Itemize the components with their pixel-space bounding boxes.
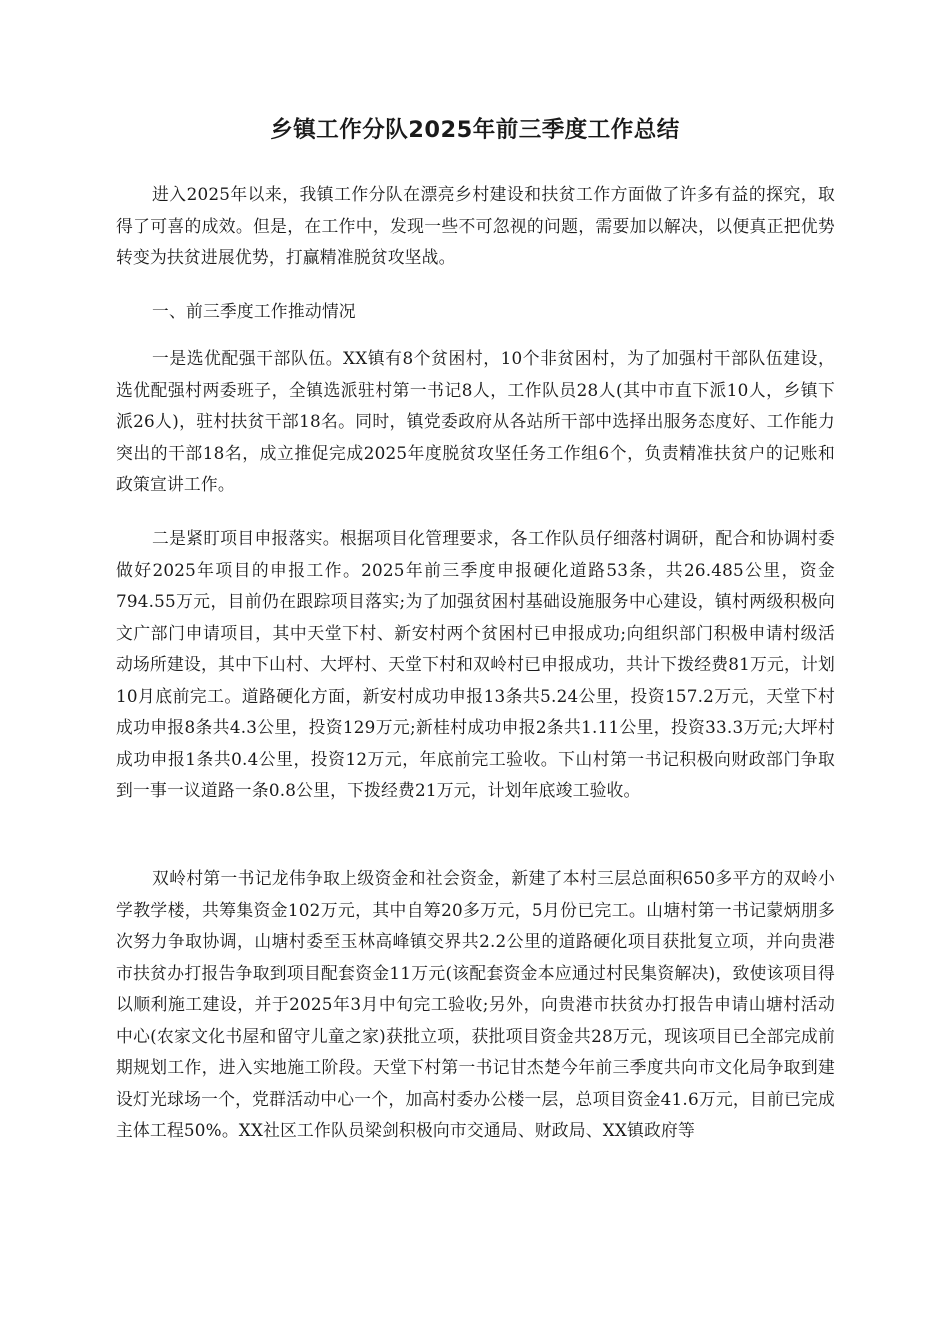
body-paragraph: 二是紧盯项目申报落实。根据项目化管理要求，各工作队员仔细落村调研，配合和协调村委做好2025年项目的申报工作。2025年前三季度申报硬化道路53条，共26.485公里，资金794.55万元，目前仍在跟踪项目落实;为了加强贫困村基础设施服务中心建设，镇村两级积极向文广部门申请项目，其中天堂下村、新安村两个贫困村已申报成功;向组织部门积极申请村级活动场所建设，其中下山村、大坪村、天堂下村和双岭村已申报成功，共计下拨经费81万元，计划10月底前完工。道路硬化方面，新安村成功申报13条共5.24公里，投资157.2万元，天堂下村成功申报8条共4.3公里，投资129万元;新桂村成功申报2条共1.11公里，投资33.3万元;大坪村成功申报1条共0.4公里，投资12万元，年底前完工验收。下山村第一书记积极向财政部门争取到一事一议道路一条0.8公里，下拨经费21万元，计划年底竣工验收。 <box>116 528 835 800</box>
body-paragraph: 一是选优配强干部队伍。XX镇有8个贫困村，10个非贫困村，为了加强村干部队伍建设，选优配强村两委班子，全镇选派驻村第一书记8人，工作队员28人(其中市直下派10人，乡镇下派26人)，驻村扶贫干部18名。同时，镇党委政府从各站所干部中选择出服务态度好、工作能力突出的干部18名，成立推促完成2025年度脱贫攻坚任务工作组6个，负责精准扶贫户的记账和政策宣讲工作。 <box>116 348 835 494</box>
body-paragraph: 双岭村第一书记龙伟争取上级资金和社会资金，新建了本村三层总面积650多平方的双岭小学教学楼，共筹集资金102万元，其中自筹20多万元，5月份已完工。山塘村第一书记蒙炳朋多次努力争取协调，山塘村委至玉林高峰镇交界共2.2公里的道路硬化项目获批复立项，并向贵港市扶贫办打报告争取到项目配套资金11万元(该配套资金本应通过村民集资解决)，致使该项目得以顺利施工建设，并于2025年3月中旬完工验收;另外，向贵港市扶贫办打报告申请山塘村活动中心(农家文化书屋和留守儿童之家)获批立项，获批项目资金共28万元，现该项目已全部完成前期规划工作，进入实地施工阶段。天堂下村第一书记甘杰楚今年前三季度共向市文化局争取到建设灯光球场一个，党群活动中心一个，加高村委办公楼一层，总项目资金41.6万元，目前已完成主体工程50%。XX社区工作队员梁剑积极向市交通局、财政局、XX镇政府等 <box>116 868 835 1140</box>
section-heading: 一、前三季度工作推动情况 <box>152 301 356 321</box>
document-title: 乡镇工作分队2025年前三季度工作总结 <box>270 117 680 143</box>
intro-paragraph: 进入2025年以来，我镇工作分队在漂亮乡村建设和扶贫工作方面做了许多有益的探究，取得了可喜的成效。但是，在工作中，发现一些不可忽视的问题，需要加以解决，以便真正把优势转变为扶贫进展优势，打赢精准脱贫攻坚战。 <box>116 184 835 267</box>
